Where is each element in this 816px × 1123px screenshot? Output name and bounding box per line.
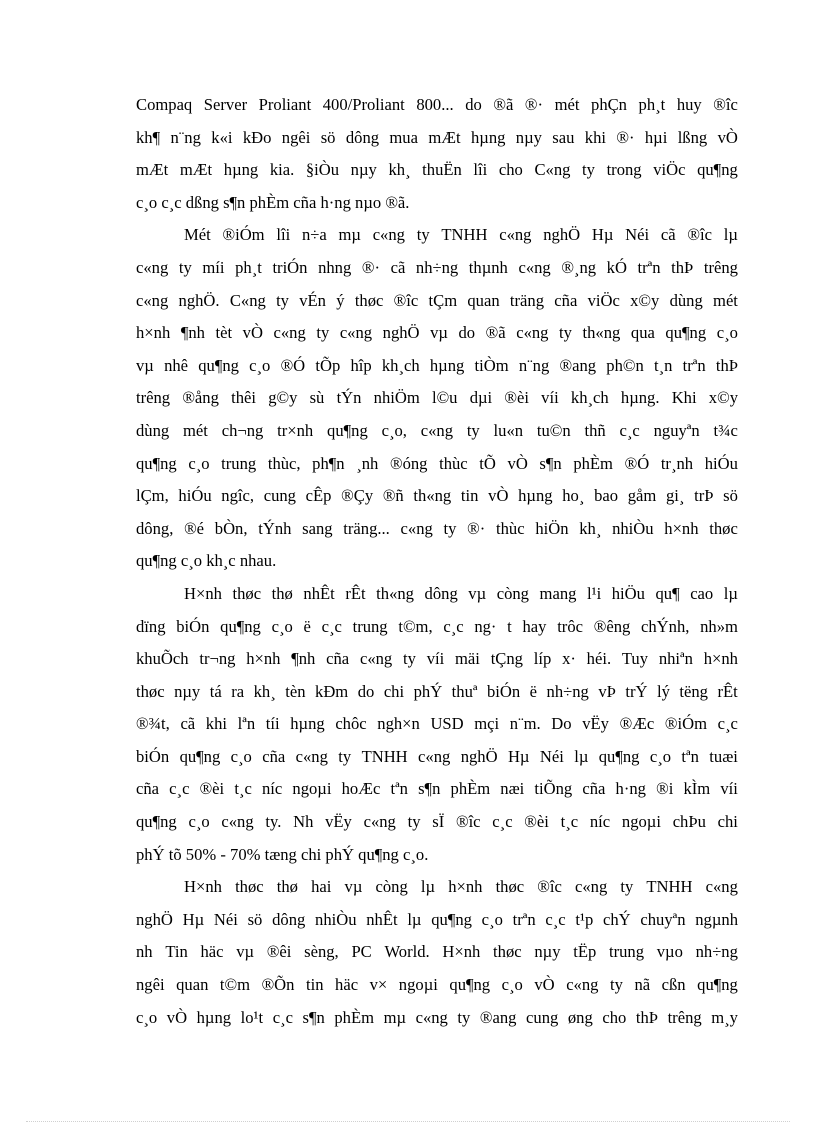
text-line: dông, ®é bÒn, tÝnh sang träng... c«ng ty ®· thùc hiÖn kh¸ nhiÒu h×nh thøc	[136, 518, 738, 538]
text-line: nh Tin häc vµ ®êi sèng, PC World. H×nh thøc nµy tËp trung vµo nh÷ng	[136, 942, 738, 962]
text-line: h×nh ¶nh tèt vÒ c«ng ty c«ng nghÖ vµ do ®ã c«ng ty th«ng qua qu¶ng c¸o	[136, 323, 738, 343]
text-line: H×nh thøc thø nhÊt rÊt th«ng dông vµ còng mang l¹i hiÖu qu¶ cao lµ	[184, 583, 738, 603]
text-line: cña c¸c ®èi t¸c níc ngoµi hoÆc tªn s¶n phÈm næi tiÕng cña h·ng ®i kÌm víi	[136, 779, 738, 799]
text-line: mÆt mÆt hµng kia. §iÒu nµy kh¸ thuËn lîi cho C«ng ty trong viÖc qu¶ng	[136, 160, 738, 180]
text-line: Mét ®iÓm lîi n÷a mµ c«ng ty TNHH c«ng nghÖ Hµ Néi cã ®îc lµ	[184, 225, 738, 245]
text-line: dïng biÓn qu¶ng c¸o ë c¸c trung t©m, c¸c ng· t hay trôc ®êng chÝnh, nh»m	[136, 616, 738, 636]
text-line: c«ng nghÖ. C«ng ty vÉn ý thøc ®îc tÇm quan träng cña viÖc x©y dùng mét	[136, 290, 738, 310]
text-line: trêng ®ång thêi g©y sù tÝn nhiÖm l©u dµi ®èi víi kh¸ch hµng. Khi x©y	[136, 388, 738, 408]
text-line: c¸o c¸c dßng s¶n phÈm cña h·ng nµo ®ã.	[136, 192, 410, 212]
text-line: qu¶ng c¸o kh¸c nhau.	[136, 551, 277, 571]
text-line: H×nh thøc thø hai vµ còng lµ h×nh thøc ®îc c«ng ty TNHH c«ng	[184, 877, 738, 897]
text-line: biÓn qu¶ng c¸o cña c«ng ty TNHH c«ng nghÖ Hµ Néi lµ qu¶ng c¸o tªn tuæi	[136, 746, 738, 766]
text-line: nghÖ Hµ Néi sö dông nhiÒu nhÊt lµ qu¶ng c¸o trªn c¸c t¹p chÝ chuyªn ngµnh	[136, 909, 738, 929]
text-line: vµ nhê qu¶ng c¸o ®Ó tÕp hîp kh¸ch hµng tiÒm n¨ng ®ang ph©n t¸n trªn thÞ	[136, 355, 738, 375]
text-line: ®¾t, cã khi lªn tíi hµng chôc ngh×n USD mçi n¨m. Do vËy ®Æc ®iÓm c¸c	[136, 714, 738, 734]
text-line: ngêi quan t©m ®Õn tin häc v× ngoµi qu¶ng c¸o vÒ c«ng ty nã cßn qu¶ng	[136, 975, 738, 995]
text-line: khuÕch tr¬ng h×nh ¶nh cña c«ng ty víi mäi tÇng líp x· héi. Tuy nhiªn h×nh	[136, 649, 738, 669]
text-line: kh¶ n¨ng k«i kÐo ngêi sö dông mua mÆt hµng nµy sau khi ®· hµi lßng vÒ	[136, 127, 738, 147]
body-text	[136, 89, 738, 1034]
page-bottom-divider	[26, 1121, 790, 1122]
text-line: qu¶ng c¸o c«ng ty. Nh vËy c«ng ty sÏ ®îc c¸c ®èi t¸c níc ngoµi chÞu chi	[136, 812, 738, 832]
text-line: phÝ tõ 50% - 70% tæng chi phÝ qu¶ng c¸o.	[136, 844, 429, 864]
text-line: c«ng ty míi ph¸t triÓn nhng ®· cã nh÷ng thµnh c«ng ®¸ng kÓ trªn thÞ trêng	[136, 257, 738, 277]
text-line: c¸o vÒ hµng lo¹t c¸c s¶n phÈm mµ c«ng ty ®ang cung øng cho thÞ trêng m¸y	[136, 1007, 738, 1027]
text-line: lÇm, hiÓu ngîc, cung cÊp ®Çy ®ñ th«ng tin vÒ hµng ho¸ bao gåm gi¸ trÞ sö	[136, 486, 738, 506]
text-line: qu¶ng c¸o trung thùc, ph¶n ¸nh ®óng thùc tÕ vÒ s¶n phÈm ®Ó tr¸nh hiÓu	[136, 453, 738, 473]
text-line: Compaq Server Proliant 400/Proliant 800... do ®ã ®· mét phÇn ph¸t huy ®îc	[136, 95, 738, 114]
text-line: thøc nµy tá ra kh¸ tèn kÐm do chi phÝ thuª biÓn ë nh÷ng vÞ trÝ lý tëng rÊt	[136, 681, 738, 701]
text-line: dùng mét ch¬ng tr×nh qu¶ng c¸o, c«ng ty lu«n tu©n thñ c¸c nguyªn t¾c	[136, 420, 738, 440]
